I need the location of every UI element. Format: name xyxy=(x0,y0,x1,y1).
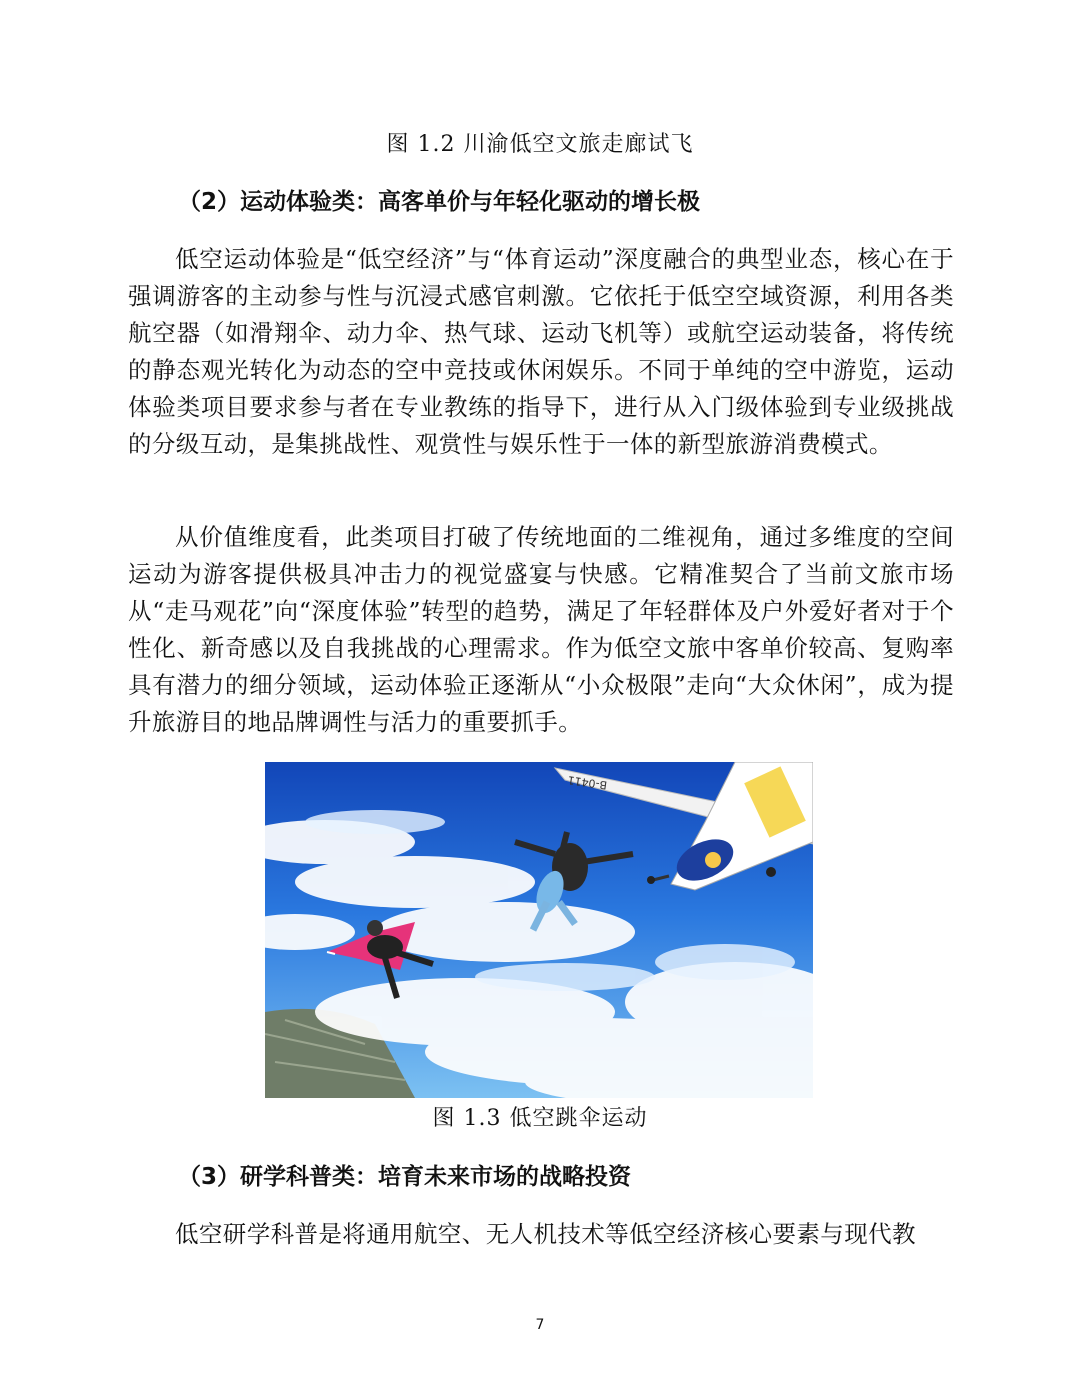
paragraph-sports-value: 从价值维度看，此类项目打破了传统地面的二维视角，通过多维度的空间运动为游客提供极具冲击力的视觉盛宴与快感。它精准契合了当前文旅市场从“走马观花”向“深度体验”转型的趋势，满足了年轻群体及户外爱好者对于个性化、新奇感以及自我挑战的心理需求。作为低空文旅中客单价较高、复购率具有潜力的细分领域，运动体验正逐渐从“小众极限”走向“大众休闲”，成为提升旅游目的地品牌调性与活力的重要抓手。 xyxy=(128,523,954,736)
section-heading-research: （3）研学科普类：培育未来市场的战略投资 xyxy=(178,1164,632,1190)
paragraph-research-intro: 低空研学科普是将通用航空、无人机技术等低空经济核心要素与现代教 xyxy=(175,1220,916,1248)
page-number: 7 xyxy=(535,1317,545,1333)
section-heading-sports: （2）运动体验类：高客单价与年轻化驱动的增长极 xyxy=(178,189,701,215)
skydiving-photo xyxy=(265,762,813,1098)
paragraph-sports-definition: 低空运动体验是“低空经济”与“体育运动”深度融合的典型业态，核心在于强调游客的主动参与性与沉浸式感官刺激。它依托于低空空域资源，利用各类航空器（如滑翔伞、动力伞、热气球、运动飞机等）或航空运动装备，将传统的静态观光转化为动态的空中竞技或休闲娱乐。不同于单纯的空中游览，运动体验类项目要求参与者在专业教练的指导下，进行从入门级体验到专业级挑战的分级互动，是集挑战性、观赏性与娱乐性于一体的新型旅游消费模式。 xyxy=(128,245,954,458)
figure-caption-1-3: 图 1.3 低空跳伞运动 xyxy=(432,1106,648,1131)
aircraft-registration: B-0411 xyxy=(566,773,608,792)
figure-caption-1-2: 图 1.2 川渝低空文旅走廊试飞 xyxy=(386,132,694,157)
